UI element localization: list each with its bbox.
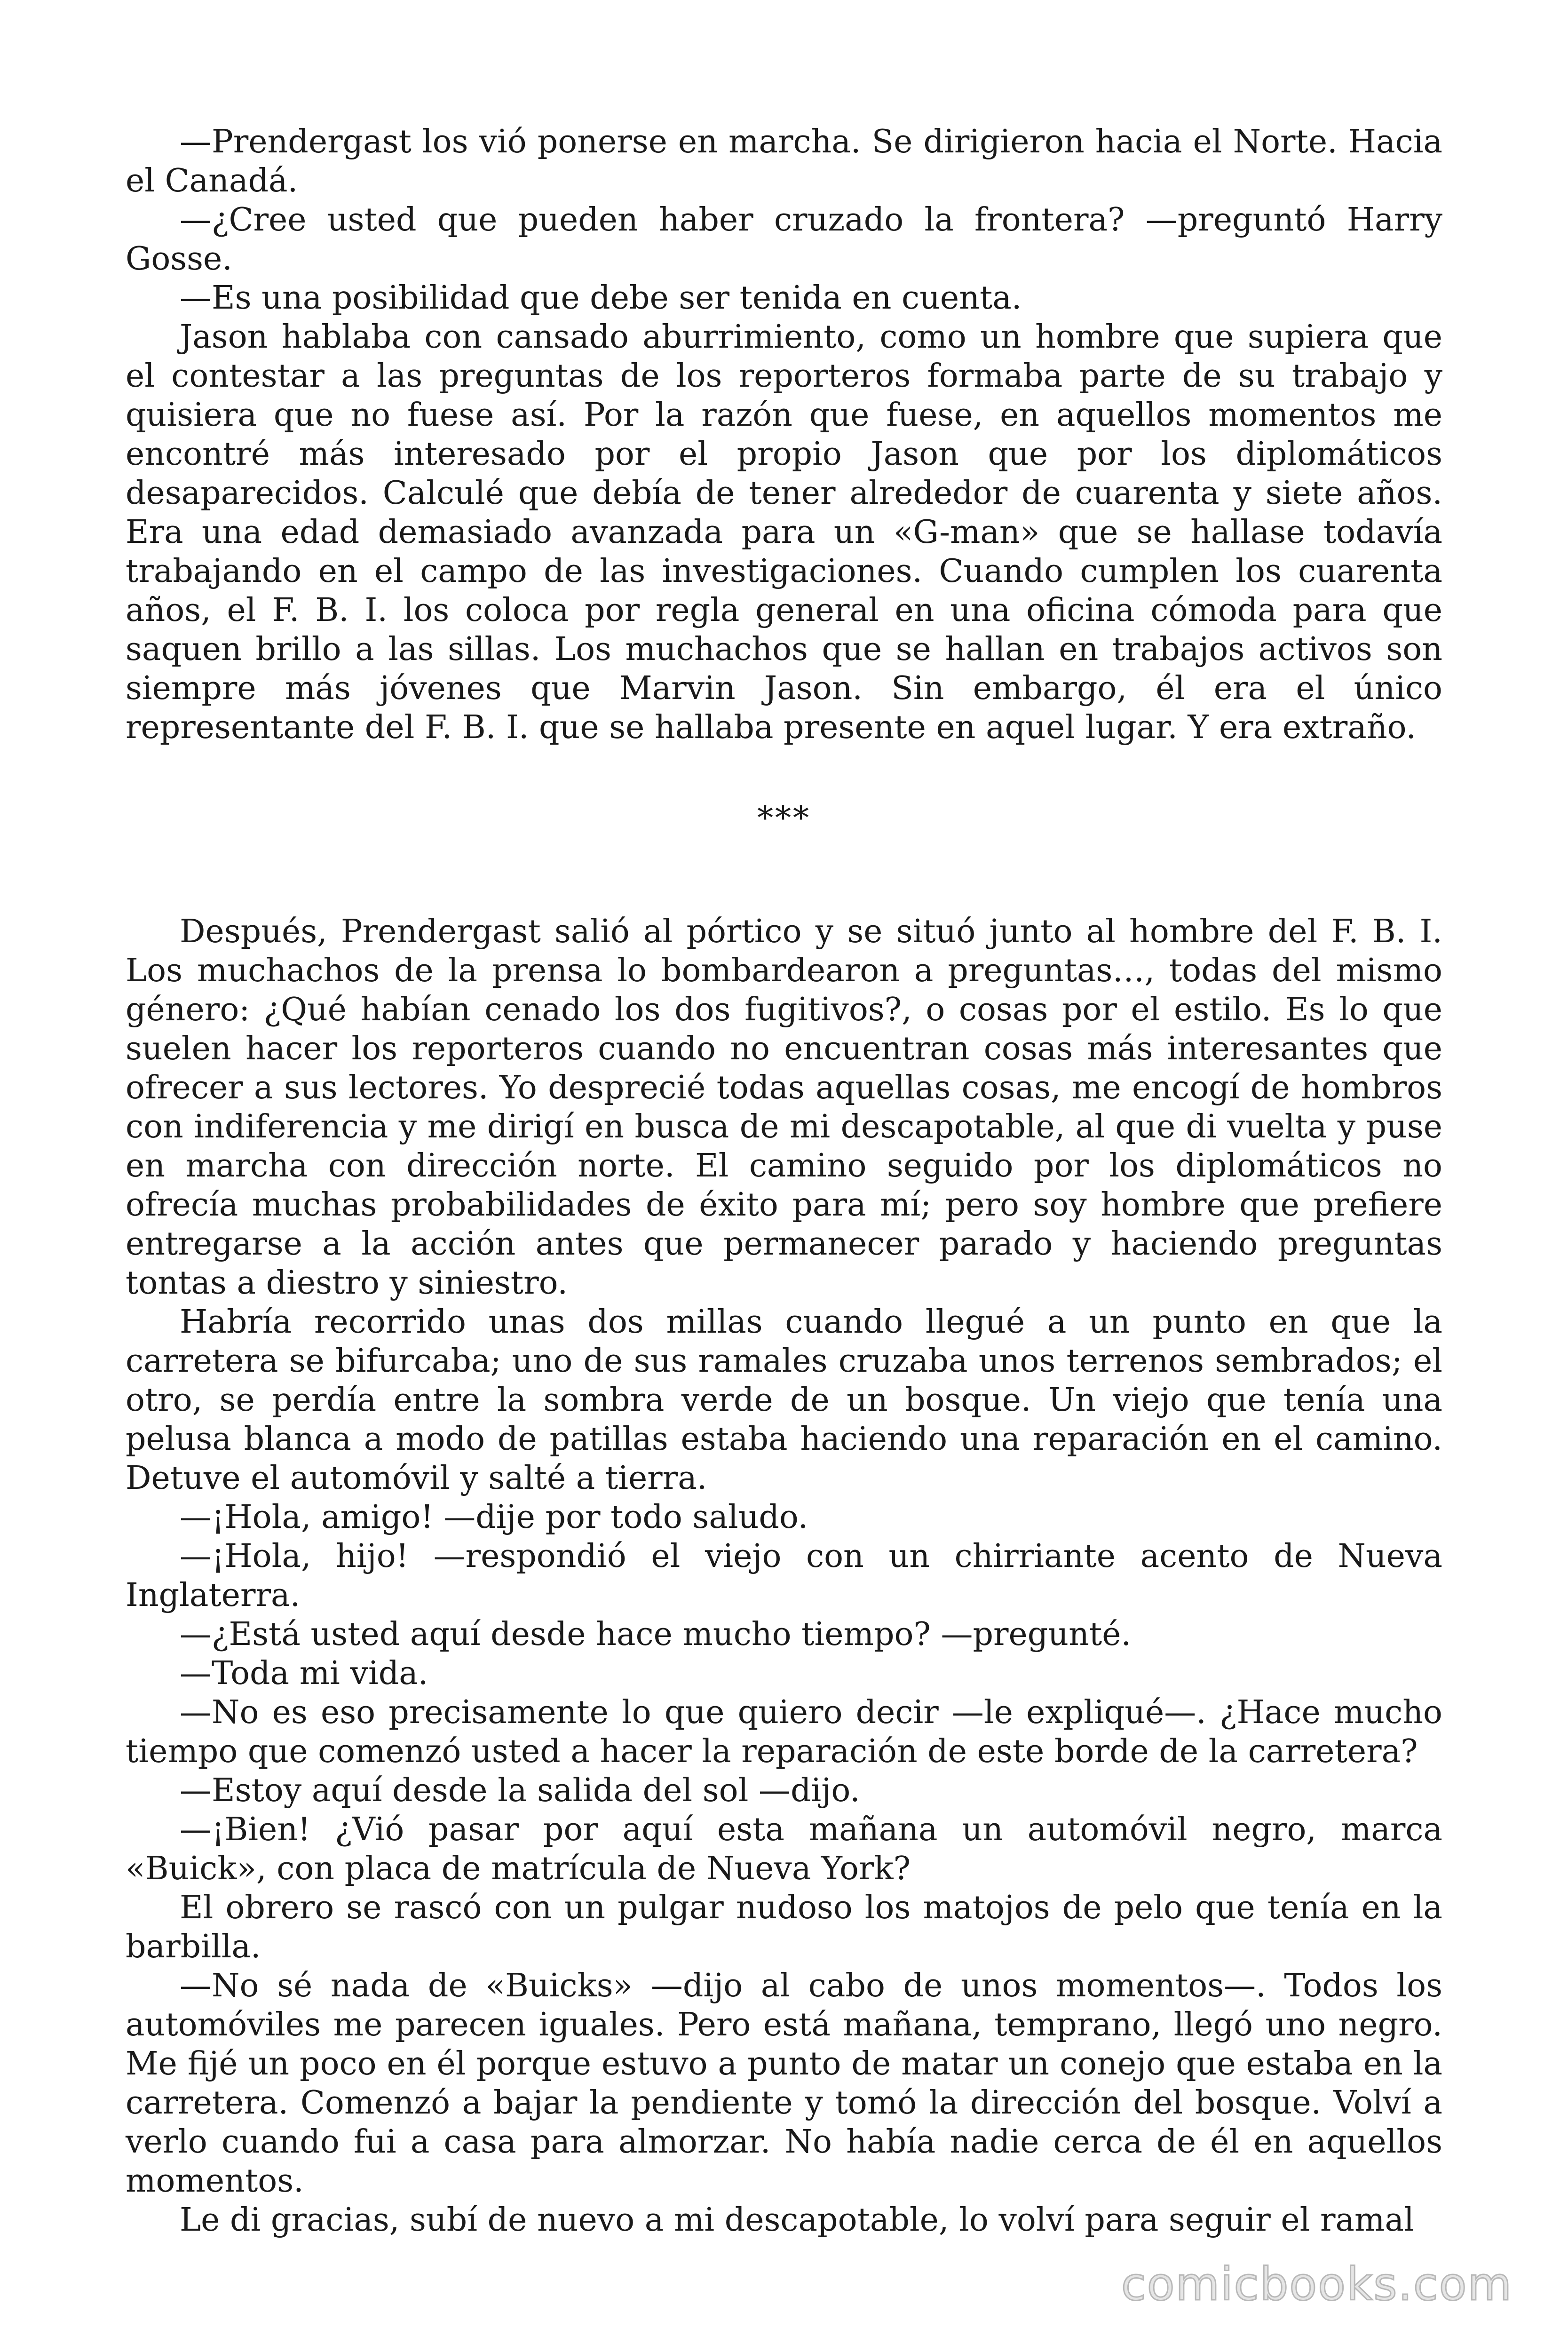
paragraph: —¡Bien! ¿Vió pasar por aquí esta mañana un automóvil negro, marca «Buick», con placa de matrícula de Nueva York?: [126, 1811, 1442, 1887]
paragraph: —No es eso precisamente lo que quiero decir —le expliqué—. ¿Hace mucho tiempo que comenzó usted a hacer la reparación de este borde de la carretera?: [126, 1694, 1442, 1770]
paragraph: Le di gracias, subí de nuevo a mi descapotable, lo volví para seguir el ramal: [180, 2201, 1414, 2239]
paragraph: —Prendergast los vió ponerse en marcha. Se dirigieron hacia el Norte. Hacia el Canadá.: [126, 123, 1442, 199]
paragraph: Jason hablaba con cansado aburrimiento, como un hombre que supiera que el contestar a las preguntas de los reporteros formaba parte de su trabajo y quisiera que no fuese así. Por la razón que fuese, en aquellos momentos me encontré más interesado por el propio Jason que por los diplomáticos desaparecidos. Calculé que debía de tener alrededor de cuarenta y siete años. Era una edad demasiado avanzada para un «G-man» que se hallase todavía trabajando en el campo de las investigaciones. Cuando cumplen los cuarenta años, el F. B. I. los coloca por regla general en una oficina cómoda para que saquen brillo a las sillas. Los muchachos que se hallan en trabajos activos son siempre más jóvenes que Marvin Jason. Sin embargo, él era el único representante del F. B. I. que se hallaba presente en aquel lugar. Y era extraño.: [126, 318, 1442, 746]
paragraph: —¡Hola, hijo! —respondió el viejo con un chirriante acento de Nueva Inglaterra.: [126, 1538, 1442, 1614]
page-text: [126, 122, 1442, 2240]
paragraph: —¿Cree usted que pueden haber cruzado la frontera? —preguntó Harry Gosse.: [126, 201, 1442, 278]
paragraph: Habría recorrido unas dos millas cuando llegué a un punto en que la carretera se bifurcaba; uno de sus ramales cruzaba unos terrenos sembrados; el otro, se perdía entre la sombra verde de un bosque. Un viejo que tenía una pelusa blanca a modo de patillas estaba haciendo una reparación en el camino. Detuve el automóvil y salté a tierra.: [126, 1303, 1442, 1497]
paragraph: El obrero se rascó con un pulgar nudoso los matojos de pelo que tenía en la barbilla.: [126, 1889, 1442, 1965]
paragraph: —No sé nada de «Buicks» —dijo al cabo de unos momentos—. Todos los automóviles me parecen iguales. Pero está mañana, temprano, llegó uno negro. Me fijé un poco en él porque estuvo a punto de matar un conejo que estaba en la carretera. Comenzó a bajar la pendiente y tomó la dirección del bosque. Volví a verlo cuando fui a casa para almorzar. No había nadie cerca de él en aquellos momentos.: [126, 1967, 1442, 2200]
section-separator: ***: [757, 800, 811, 837]
paragraph: —Toda mi vida.: [180, 1655, 428, 1692]
paragraph: —Estoy aquí desde la salida del sol —dijo.: [180, 1772, 860, 1809]
paragraph: Después, Prendergast salió al pórtico y se situó junto al hombre del F. B. I. Los muchachos de la prensa lo bombardearon a preguntas…, todas del mismo género: ¿Qué habían cenado los dos fugitivos?, o cosas por el estilo. Es lo que suelen hacer los reporteros cuando no encuentran cosas más interesantes que ofrecer a sus lectores. Yo desprecié todas aquellas cosas, me encogí de hombros con indiferencia y me dirigí en busca de mi descapotable, al que di vuelta y puse en marcha con dirección norte. El camino seguido por los diplomáticos no ofrecía muchas probabilidades de éxito para mí; pero soy hombre que prefiere entregarse a la acción antes que permanecer parado y haciendo preguntas tontas a diestro y siniestro.: [126, 913, 1442, 1302]
paragraph: —¡Hola, amigo! —dije por todo saludo.: [180, 1499, 808, 1536]
watermark: comicbooks.com: [1121, 2258, 1513, 2311]
paragraph: —Es una posibilidad que debe ser tenida en cuenta.: [180, 279, 1022, 317]
paragraph: —¿Está usted aquí desde hace mucho tiempo? —pregunté.: [180, 1616, 1132, 1653]
